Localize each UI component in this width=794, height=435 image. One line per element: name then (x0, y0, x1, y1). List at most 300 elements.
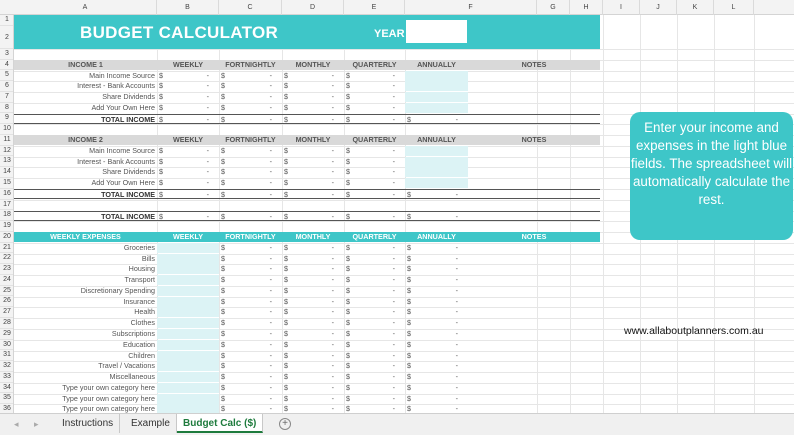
column-header-c[interactable]: C (219, 0, 282, 15)
currency-symbol: $ (346, 145, 350, 155)
cell-value: - (392, 285, 395, 295)
row-header-bar (0, 15, 14, 413)
value-cell[interactable] (344, 297, 405, 307)
sheet-title: BUDGET CALCULATOR (80, 23, 279, 42)
value-cell[interactable] (405, 372, 468, 382)
period-header: NOTES (521, 59, 547, 69)
input-cell[interactable] (405, 92, 468, 102)
cell-value: - (392, 339, 395, 349)
sheet-tab-budget-calc[interactable]: Budget Calc ($) (177, 414, 263, 433)
input-cell[interactable] (157, 372, 219, 382)
value-cell[interactable] (344, 212, 405, 222)
value-cell[interactable] (405, 254, 468, 264)
row-header-21[interactable]: 21 (0, 243, 14, 254)
cell-value: - (331, 329, 334, 339)
input-cell[interactable] (157, 286, 219, 296)
row-header-22[interactable]: 22 (0, 253, 14, 264)
input-cell[interactable] (405, 178, 468, 188)
input-cell[interactable] (157, 254, 219, 264)
value-cell[interactable] (219, 286, 282, 296)
cell-value: - (206, 81, 209, 91)
value-cell[interactable] (282, 297, 344, 307)
cell-value: - (331, 114, 334, 124)
cell-value: - (269, 350, 272, 360)
cell-value: - (269, 145, 272, 155)
input-cell[interactable] (405, 103, 468, 113)
currency-symbol: $ (346, 393, 350, 403)
currency-symbol: $ (346, 361, 350, 371)
value-cell[interactable] (219, 115, 282, 125)
value-cell[interactable] (344, 81, 405, 91)
input-cell[interactable] (405, 146, 468, 156)
currency-symbol: $ (407, 382, 411, 392)
value-cell[interactable] (219, 190, 282, 200)
row-header-19[interactable]: 19 (0, 221, 14, 232)
cell-value: - (331, 242, 334, 252)
value-cell[interactable] (405, 286, 468, 296)
total-row (14, 189, 600, 199)
value-cell[interactable] (219, 383, 282, 393)
value-cell[interactable] (219, 329, 282, 339)
input-cell[interactable] (157, 404, 219, 413)
cell-value: - (206, 70, 209, 80)
currency-symbol: $ (221, 92, 225, 102)
value-cell[interactable] (282, 190, 344, 200)
currency-symbol: $ (284, 253, 288, 263)
column-header-e[interactable]: E (344, 0, 405, 15)
row-header-14[interactable]: 14 (0, 167, 14, 178)
period-header: MONTHLY (295, 232, 331, 242)
value-cell[interactable] (282, 71, 344, 81)
row-label: Children (128, 350, 155, 360)
currency-symbol: $ (221, 275, 225, 285)
row-header-5[interactable]: 5 (0, 70, 14, 81)
value-cell[interactable] (344, 264, 405, 274)
value-cell[interactable] (282, 157, 344, 167)
row-header-6[interactable]: 6 (0, 81, 14, 92)
income1-header (14, 60, 600, 70)
value-cell[interactable] (282, 167, 344, 177)
income2-header-label: INCOME 2 (68, 135, 103, 145)
period-header: ANNUALLY (417, 59, 456, 69)
currency-symbol: $ (284, 70, 288, 80)
cell-value: - (269, 92, 272, 102)
worksheet-grid[interactable] (14, 15, 794, 413)
currency-symbol: $ (159, 167, 163, 177)
cell-value: - (269, 393, 272, 403)
currency-symbol: $ (346, 102, 350, 112)
value-cell[interactable] (219, 361, 282, 371)
table-row (14, 254, 600, 264)
row-label: Transport (124, 275, 155, 285)
cell-value: - (269, 167, 272, 177)
input-cell[interactable] (157, 264, 219, 274)
value-cell[interactable] (344, 71, 405, 81)
value-cell[interactable] (219, 275, 282, 285)
value-cell[interactable] (405, 351, 468, 361)
column-header-a[interactable]: A (14, 0, 157, 15)
value-cell[interactable] (219, 340, 282, 350)
row-label: Type your own category here (62, 382, 155, 392)
currency-symbol: $ (284, 372, 288, 382)
currency-symbol: $ (284, 382, 288, 392)
cell-value: - (455, 253, 458, 263)
value-cell[interactable] (219, 351, 282, 361)
value-cell[interactable] (219, 372, 282, 382)
row-header-8[interactable]: 8 (0, 103, 14, 114)
row-header-1[interactable]: 1 (0, 15, 14, 26)
cell-value: - (455, 285, 458, 295)
row-header-17[interactable]: 17 (0, 200, 14, 211)
row-label: Main Income Source (89, 70, 155, 80)
row-label: Travel / Vacations (98, 361, 155, 371)
row-header-31[interactable]: 31 (0, 350, 14, 361)
row-header-20[interactable]: 20 (0, 232, 14, 243)
value-cell[interactable] (157, 103, 219, 113)
input-cell[interactable] (405, 157, 468, 167)
value-cell[interactable] (157, 178, 219, 188)
input-cell[interactable] (157, 340, 219, 350)
value-cell[interactable] (344, 372, 405, 382)
value-cell[interactable] (344, 92, 405, 102)
value-cell[interactable] (405, 361, 468, 371)
input-cell[interactable] (157, 318, 219, 328)
input-cell[interactable] (405, 167, 468, 177)
cell-value: - (455, 329, 458, 339)
value-cell[interactable] (219, 146, 282, 156)
input-cell[interactable] (157, 243, 219, 253)
column-header-j[interactable]: J (640, 0, 677, 15)
period-header: ANNUALLY (417, 232, 456, 242)
row-label: Health (134, 307, 155, 317)
currency-symbol: $ (221, 114, 225, 124)
cell-value: - (331, 296, 334, 306)
currency-symbol: $ (159, 70, 163, 80)
currency-symbol: $ (407, 114, 411, 124)
value-cell[interactable] (219, 297, 282, 307)
row-header-15[interactable]: 15 (0, 178, 14, 189)
cell-value: - (331, 190, 334, 199)
value-cell[interactable] (282, 329, 344, 339)
cell-value: - (206, 211, 209, 221)
value-cell[interactable] (344, 178, 405, 188)
cell-value: - (269, 178, 272, 188)
table-row (14, 103, 600, 113)
column-header-k[interactable]: K (677, 0, 714, 15)
row-header-11[interactable]: 11 (0, 135, 14, 146)
column-header-f[interactable]: F (405, 0, 537, 15)
value-cell[interactable] (282, 254, 344, 264)
value-cell[interactable] (405, 383, 468, 393)
table-row (14, 92, 600, 102)
input-cell[interactable] (157, 351, 219, 361)
value-cell[interactable] (344, 254, 405, 264)
input-cell[interactable] (157, 307, 219, 317)
value-cell[interactable] (405, 394, 468, 404)
row-label: Share Dividends (102, 92, 155, 102)
row-header-13[interactable]: 13 (0, 156, 14, 167)
period-header: FORTNIGHTLY (225, 232, 276, 242)
currency-symbol: $ (407, 404, 411, 413)
value-cell[interactable] (219, 92, 282, 102)
value-cell[interactable] (405, 404, 468, 413)
currency-symbol: $ (346, 382, 350, 392)
row-header-10[interactable]: 10 (0, 124, 14, 135)
value-cell[interactable] (219, 212, 282, 222)
row-header-9[interactable]: 9 (0, 113, 14, 124)
value-cell[interactable] (157, 146, 219, 156)
value-cell[interactable] (344, 383, 405, 393)
input-cell[interactable] (157, 297, 219, 307)
cell-value: - (331, 81, 334, 91)
row-header-7[interactable]: 7 (0, 92, 14, 103)
row-header-26[interactable]: 26 (0, 296, 14, 307)
value-cell[interactable] (219, 167, 282, 177)
value-cell[interactable] (282, 307, 344, 317)
value-cell[interactable] (157, 115, 219, 125)
income1-header-label: INCOME 1 (68, 59, 103, 69)
row-header-12[interactable]: 12 (0, 146, 14, 157)
value-cell[interactable] (219, 404, 282, 413)
input-cell[interactable] (157, 394, 219, 404)
input-cell[interactable] (157, 361, 219, 371)
value-cell[interactable] (282, 383, 344, 393)
cell-value: - (392, 167, 395, 177)
value-cell[interactable] (344, 394, 405, 404)
expenses-header (14, 232, 600, 242)
value-cell[interactable] (405, 190, 468, 200)
value-cell[interactable] (282, 81, 344, 91)
value-cell[interactable] (157, 81, 219, 91)
value-cell[interactable] (219, 243, 282, 253)
period-header: FORTNIGHTLY (225, 135, 276, 145)
value-cell[interactable] (219, 81, 282, 91)
value-cell[interactable] (282, 318, 344, 328)
cell-value: - (392, 264, 395, 274)
value-cell[interactable] (344, 243, 405, 253)
value-cell[interactable] (157, 212, 219, 222)
cell-value: - (455, 296, 458, 306)
value-cell[interactable] (344, 103, 405, 113)
table-row (14, 286, 600, 296)
value-cell[interactable] (405, 329, 468, 339)
column-header-d[interactable]: D (282, 0, 344, 15)
row-label: Clothes (130, 318, 155, 328)
value-cell[interactable] (219, 318, 282, 328)
row-header-34[interactable]: 34 (0, 383, 14, 394)
value-cell[interactable] (344, 329, 405, 339)
currency-symbol: $ (221, 242, 225, 252)
currency-symbol: $ (284, 361, 288, 371)
value-cell[interactable] (282, 92, 344, 102)
row-header-27[interactable]: 27 (0, 307, 14, 318)
column-header-i[interactable]: I (603, 0, 640, 15)
row-label: Bills (141, 253, 155, 263)
table-row (14, 318, 600, 328)
value-cell[interactable] (219, 178, 282, 188)
value-cell[interactable] (157, 71, 219, 81)
row-header-30[interactable]: 30 (0, 340, 14, 351)
value-cell[interactable] (344, 361, 405, 371)
value-cell[interactable] (157, 92, 219, 102)
currency-symbol: $ (221, 264, 225, 274)
value-cell[interactable] (282, 178, 344, 188)
value-cell[interactable] (157, 167, 219, 177)
tab-scroll-left-icon[interactable]: ◂ (14, 419, 19, 429)
currency-symbol: $ (221, 296, 225, 306)
cell-value: - (455, 211, 458, 221)
value-cell[interactable] (405, 340, 468, 350)
value-cell[interactable] (282, 212, 344, 222)
sheet-tab-example[interactable]: Example (125, 414, 177, 433)
row-header-32[interactable]: 32 (0, 361, 14, 372)
cell-value: - (392, 318, 395, 328)
value-cell[interactable] (344, 146, 405, 156)
row-header-24[interactable]: 24 (0, 275, 14, 286)
value-cell[interactable] (282, 115, 344, 125)
value-cell[interactable] (405, 264, 468, 274)
cell-value: - (269, 211, 272, 221)
value-cell[interactable] (282, 275, 344, 285)
value-cell[interactable] (344, 115, 405, 125)
input-cell[interactable] (405, 81, 468, 91)
period-header: NOTES (521, 135, 547, 145)
value-cell[interactable] (344, 351, 405, 361)
cell-value: - (392, 307, 395, 317)
value-cell[interactable] (344, 167, 405, 177)
cell-value: - (206, 156, 209, 166)
value-cell[interactable] (219, 254, 282, 264)
currency-symbol: $ (159, 92, 163, 102)
year-input-cell[interactable] (406, 20, 467, 43)
value-cell[interactable] (219, 71, 282, 81)
input-cell[interactable] (157, 329, 219, 339)
row-header-35[interactable]: 35 (0, 393, 14, 404)
total-row (14, 114, 600, 124)
value-cell[interactable] (344, 275, 405, 285)
row-header-29[interactable]: 29 (0, 329, 14, 340)
cell-value: - (269, 404, 272, 413)
cell-value: - (269, 339, 272, 349)
add-sheet-icon[interactable]: + (279, 418, 291, 430)
value-cell[interactable] (405, 297, 468, 307)
value-cell[interactable] (282, 264, 344, 274)
cell-value: - (455, 264, 458, 274)
currency-symbol: $ (346, 156, 350, 166)
cell-value: - (392, 81, 395, 91)
row-header-25[interactable]: 25 (0, 286, 14, 297)
value-cell[interactable] (282, 286, 344, 296)
value-cell[interactable] (405, 275, 468, 285)
cell-value: - (392, 70, 395, 80)
value-cell[interactable] (219, 103, 282, 113)
value-cell[interactable] (282, 372, 344, 382)
column-header-h[interactable]: H (570, 0, 603, 15)
value-cell[interactable] (219, 157, 282, 167)
cell-value: - (269, 296, 272, 306)
period-header: FORTNIGHTLY (225, 59, 276, 69)
value-cell[interactable] (282, 351, 344, 361)
value-cell[interactable] (405, 115, 468, 125)
row-header-3[interactable]: 3 (0, 49, 14, 60)
currency-symbol: $ (407, 211, 411, 221)
cell-value: - (392, 382, 395, 392)
row-header-28[interactable]: 28 (0, 318, 14, 329)
row-header-4[interactable]: 4 (0, 60, 14, 71)
input-cell[interactable] (405, 71, 468, 81)
cell-value: - (269, 70, 272, 80)
row-header-33[interactable]: 33 (0, 372, 14, 383)
currency-symbol: $ (284, 329, 288, 339)
currency-symbol: $ (407, 393, 411, 403)
value-cell[interactable] (219, 394, 282, 404)
value-cell[interactable] (282, 340, 344, 350)
period-header: QUARTERLY (352, 59, 397, 69)
cell-value: - (269, 102, 272, 112)
value-cell[interactable] (282, 361, 344, 371)
currency-symbol: $ (284, 156, 288, 166)
currency-symbol: $ (407, 361, 411, 371)
value-cell[interactable] (344, 307, 405, 317)
value-cell[interactable] (157, 190, 219, 200)
year-label: YEAR (374, 28, 405, 40)
currency-symbol: $ (346, 81, 350, 91)
cell-value: - (269, 307, 272, 317)
value-cell[interactable] (344, 286, 405, 296)
value-cell[interactable] (282, 394, 344, 404)
row-header-23[interactable]: 23 (0, 264, 14, 275)
currency-symbol: $ (346, 92, 350, 102)
value-cell[interactable] (344, 340, 405, 350)
row-header-16[interactable]: 16 (0, 189, 14, 200)
row-header-18[interactable]: 18 (0, 210, 14, 221)
column-header-g[interactable]: G (537, 0, 570, 15)
value-cell[interactable] (405, 307, 468, 317)
sheet-tab-instructions[interactable]: Instructions (56, 414, 120, 433)
cell-value: - (269, 190, 272, 199)
value-cell[interactable] (344, 157, 405, 167)
value-cell[interactable] (405, 212, 468, 222)
value-cell[interactable] (405, 318, 468, 328)
column-header-b[interactable]: B (157, 0, 219, 15)
value-cell[interactable] (282, 404, 344, 413)
row-label: Type your own category here (62, 393, 155, 403)
value-cell[interactable] (344, 404, 405, 413)
value-cell[interactable] (219, 264, 282, 274)
value-cell[interactable] (157, 157, 219, 167)
cell-value: - (392, 242, 395, 252)
value-cell[interactable] (282, 103, 344, 113)
value-cell[interactable] (344, 190, 405, 200)
value-cell[interactable] (219, 307, 282, 317)
currency-symbol: $ (284, 167, 288, 177)
value-cell[interactable] (282, 146, 344, 156)
value-cell[interactable] (405, 243, 468, 253)
input-cell[interactable] (157, 383, 219, 393)
value-cell[interactable] (344, 318, 405, 328)
row-label: Miscellaneous (109, 372, 155, 382)
tab-scroll-right-icon[interactable]: ▸ (34, 419, 39, 429)
row-header-2[interactable]: 2 (0, 26, 14, 49)
value-cell[interactable] (282, 243, 344, 253)
currency-symbol: $ (221, 211, 225, 221)
row-header-36[interactable]: 36 (0, 404, 14, 413)
cell-value: - (269, 81, 272, 91)
row-label: Interest - Bank Accounts (77, 156, 155, 166)
input-cell[interactable] (157, 275, 219, 285)
column-header-l[interactable]: L (714, 0, 754, 15)
cell-value: - (331, 393, 334, 403)
